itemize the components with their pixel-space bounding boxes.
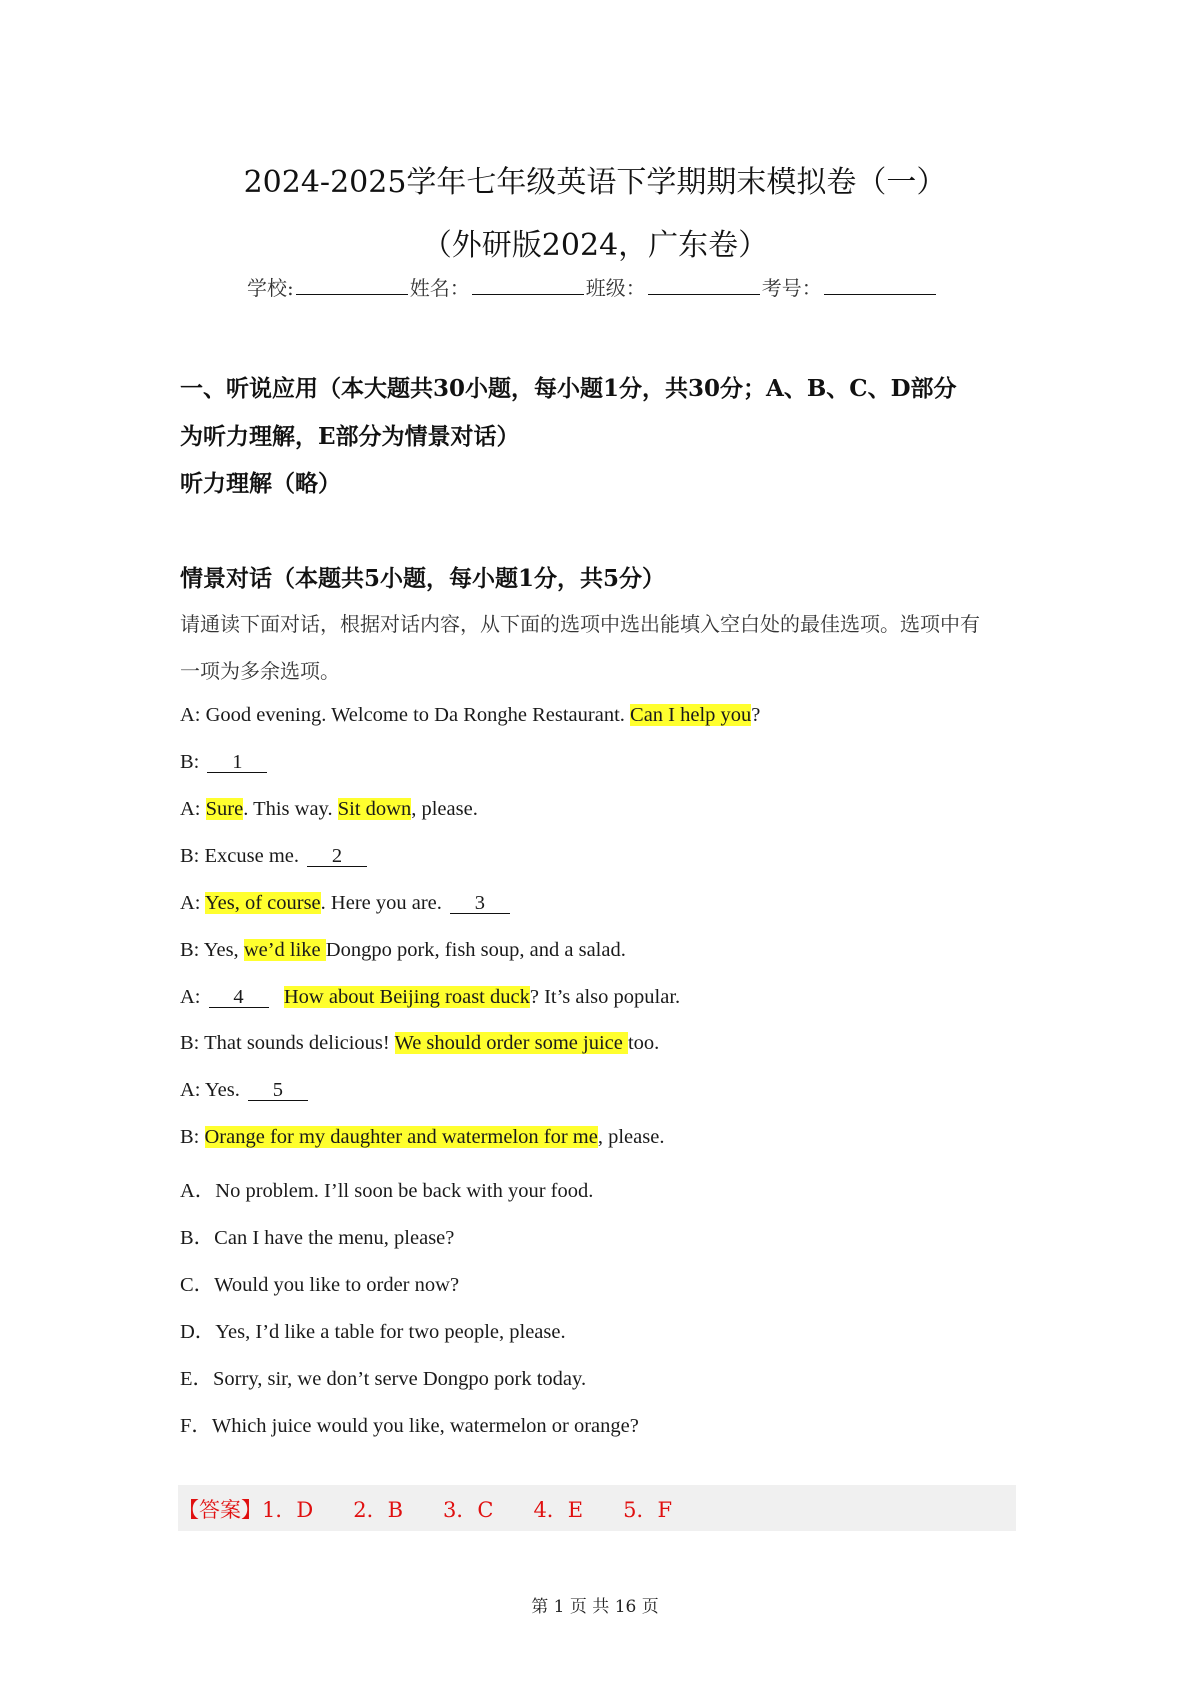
name-blank xyxy=(472,276,584,295)
answer-item: 5．F xyxy=(623,1498,673,1522)
section2-instruction: 请通读下面对话，根据对话内容，从下面的选项中选出能填入空白处的最佳选项。选项中有 xyxy=(180,612,980,636)
highlight: Sure xyxy=(205,798,244,820)
answer-blank: 3 xyxy=(450,893,510,914)
answer-label: 【答案】 xyxy=(178,1498,262,1522)
doc-title: 2024-2025学年七年级英语下学期期末模拟卷（一） xyxy=(243,165,947,200)
highlight: Yes, of course xyxy=(204,892,321,914)
section1-heading-cont: 为听力理解，E部分为情景对话） xyxy=(180,423,520,450)
option-item: B．Can I have the menu, please? xyxy=(180,1227,455,1249)
dialogue-line: A: Yes, of course. Here you are. 3 xyxy=(180,892,510,915)
option-item: E．Sorry, sir, we don’t serve Dongpo pork today. xyxy=(180,1368,587,1390)
answer-blank: 1 xyxy=(207,752,267,773)
dialogue-line: A: Sure. This way. Sit down, please. xyxy=(180,798,478,820)
option-item: A．No problem. I’ll soon be back with your food. xyxy=(180,1180,594,1202)
answer-text xyxy=(178,1494,712,1524)
exam-no-blank xyxy=(824,276,936,295)
answer-item: 1．D xyxy=(262,1498,314,1522)
school-blank xyxy=(296,276,408,295)
highlight: How about Beijing roast duck xyxy=(283,986,530,1008)
section2-instruction-cont: 一项为多余选项。 xyxy=(180,659,340,683)
listening-heading: 听力理解（略） xyxy=(180,470,341,497)
dialogue-line: B: That sounds delicious! We should order some juice too. xyxy=(180,1032,660,1054)
dialogue-line: A: 4 How about Beijing roast duck? It’s also popular. xyxy=(180,986,681,1008)
dialogue-line: A: Yes. 5 xyxy=(180,1079,308,1102)
student-info-row xyxy=(247,272,938,301)
highlight: Sit down xyxy=(337,798,412,820)
dialogue-line: A: Good evening. Welcome to Da Ronghe Restaurant. Can I help you? xyxy=(180,704,761,726)
option-item: C．Would you like to order now? xyxy=(180,1274,460,1296)
dialogue-line: B: Excuse me. 2 xyxy=(180,845,367,868)
section1-heading: 一、听说应用（本大题共30小题，每小题1分，共30分；A、B、C、D部分 xyxy=(180,375,957,402)
option-item: F．Which juice would you like, watermelon or orange? xyxy=(180,1415,639,1437)
class-label: 班级： xyxy=(585,276,646,300)
class-blank xyxy=(648,276,760,295)
answer-item: 3．C xyxy=(443,1498,494,1522)
answer-box xyxy=(178,1485,1016,1531)
exam-no-label: 考号： xyxy=(761,276,822,300)
answer-item: 2．B xyxy=(353,1498,403,1522)
dialogue-line: B: 1 xyxy=(180,751,267,774)
page-number: 第 1 页 共 16 页 xyxy=(531,1597,659,1617)
highlight: Can I help you xyxy=(630,704,752,726)
highlight: We should order some juice xyxy=(394,1032,628,1054)
school-label: 学校: xyxy=(247,276,294,300)
option-item: D．Yes, I’d like a table for two people, please. xyxy=(180,1321,566,1343)
name-label: 姓名： xyxy=(409,276,470,300)
doc-subtitle: （外研版2024，广东卷） xyxy=(421,228,769,263)
section2-heading: 情景对话（本题共5小题，每小题1分，共5分） xyxy=(180,565,666,592)
answer-blank: 2 xyxy=(307,846,367,867)
answer-item: 4．E xyxy=(533,1498,584,1522)
dialogue-line: B: Yes, we’d like Dongpo pork, fish soup, and a salad. xyxy=(180,939,626,961)
highlight: we’d like xyxy=(243,939,326,961)
answer-blank: 4 xyxy=(209,987,269,1008)
dialogue-line: B: Orange for my daughter and watermelon for me, please. xyxy=(180,1126,665,1148)
answer-blank: 5 xyxy=(248,1080,308,1101)
highlight: Orange for my daughter and watermelon for me xyxy=(204,1126,598,1148)
